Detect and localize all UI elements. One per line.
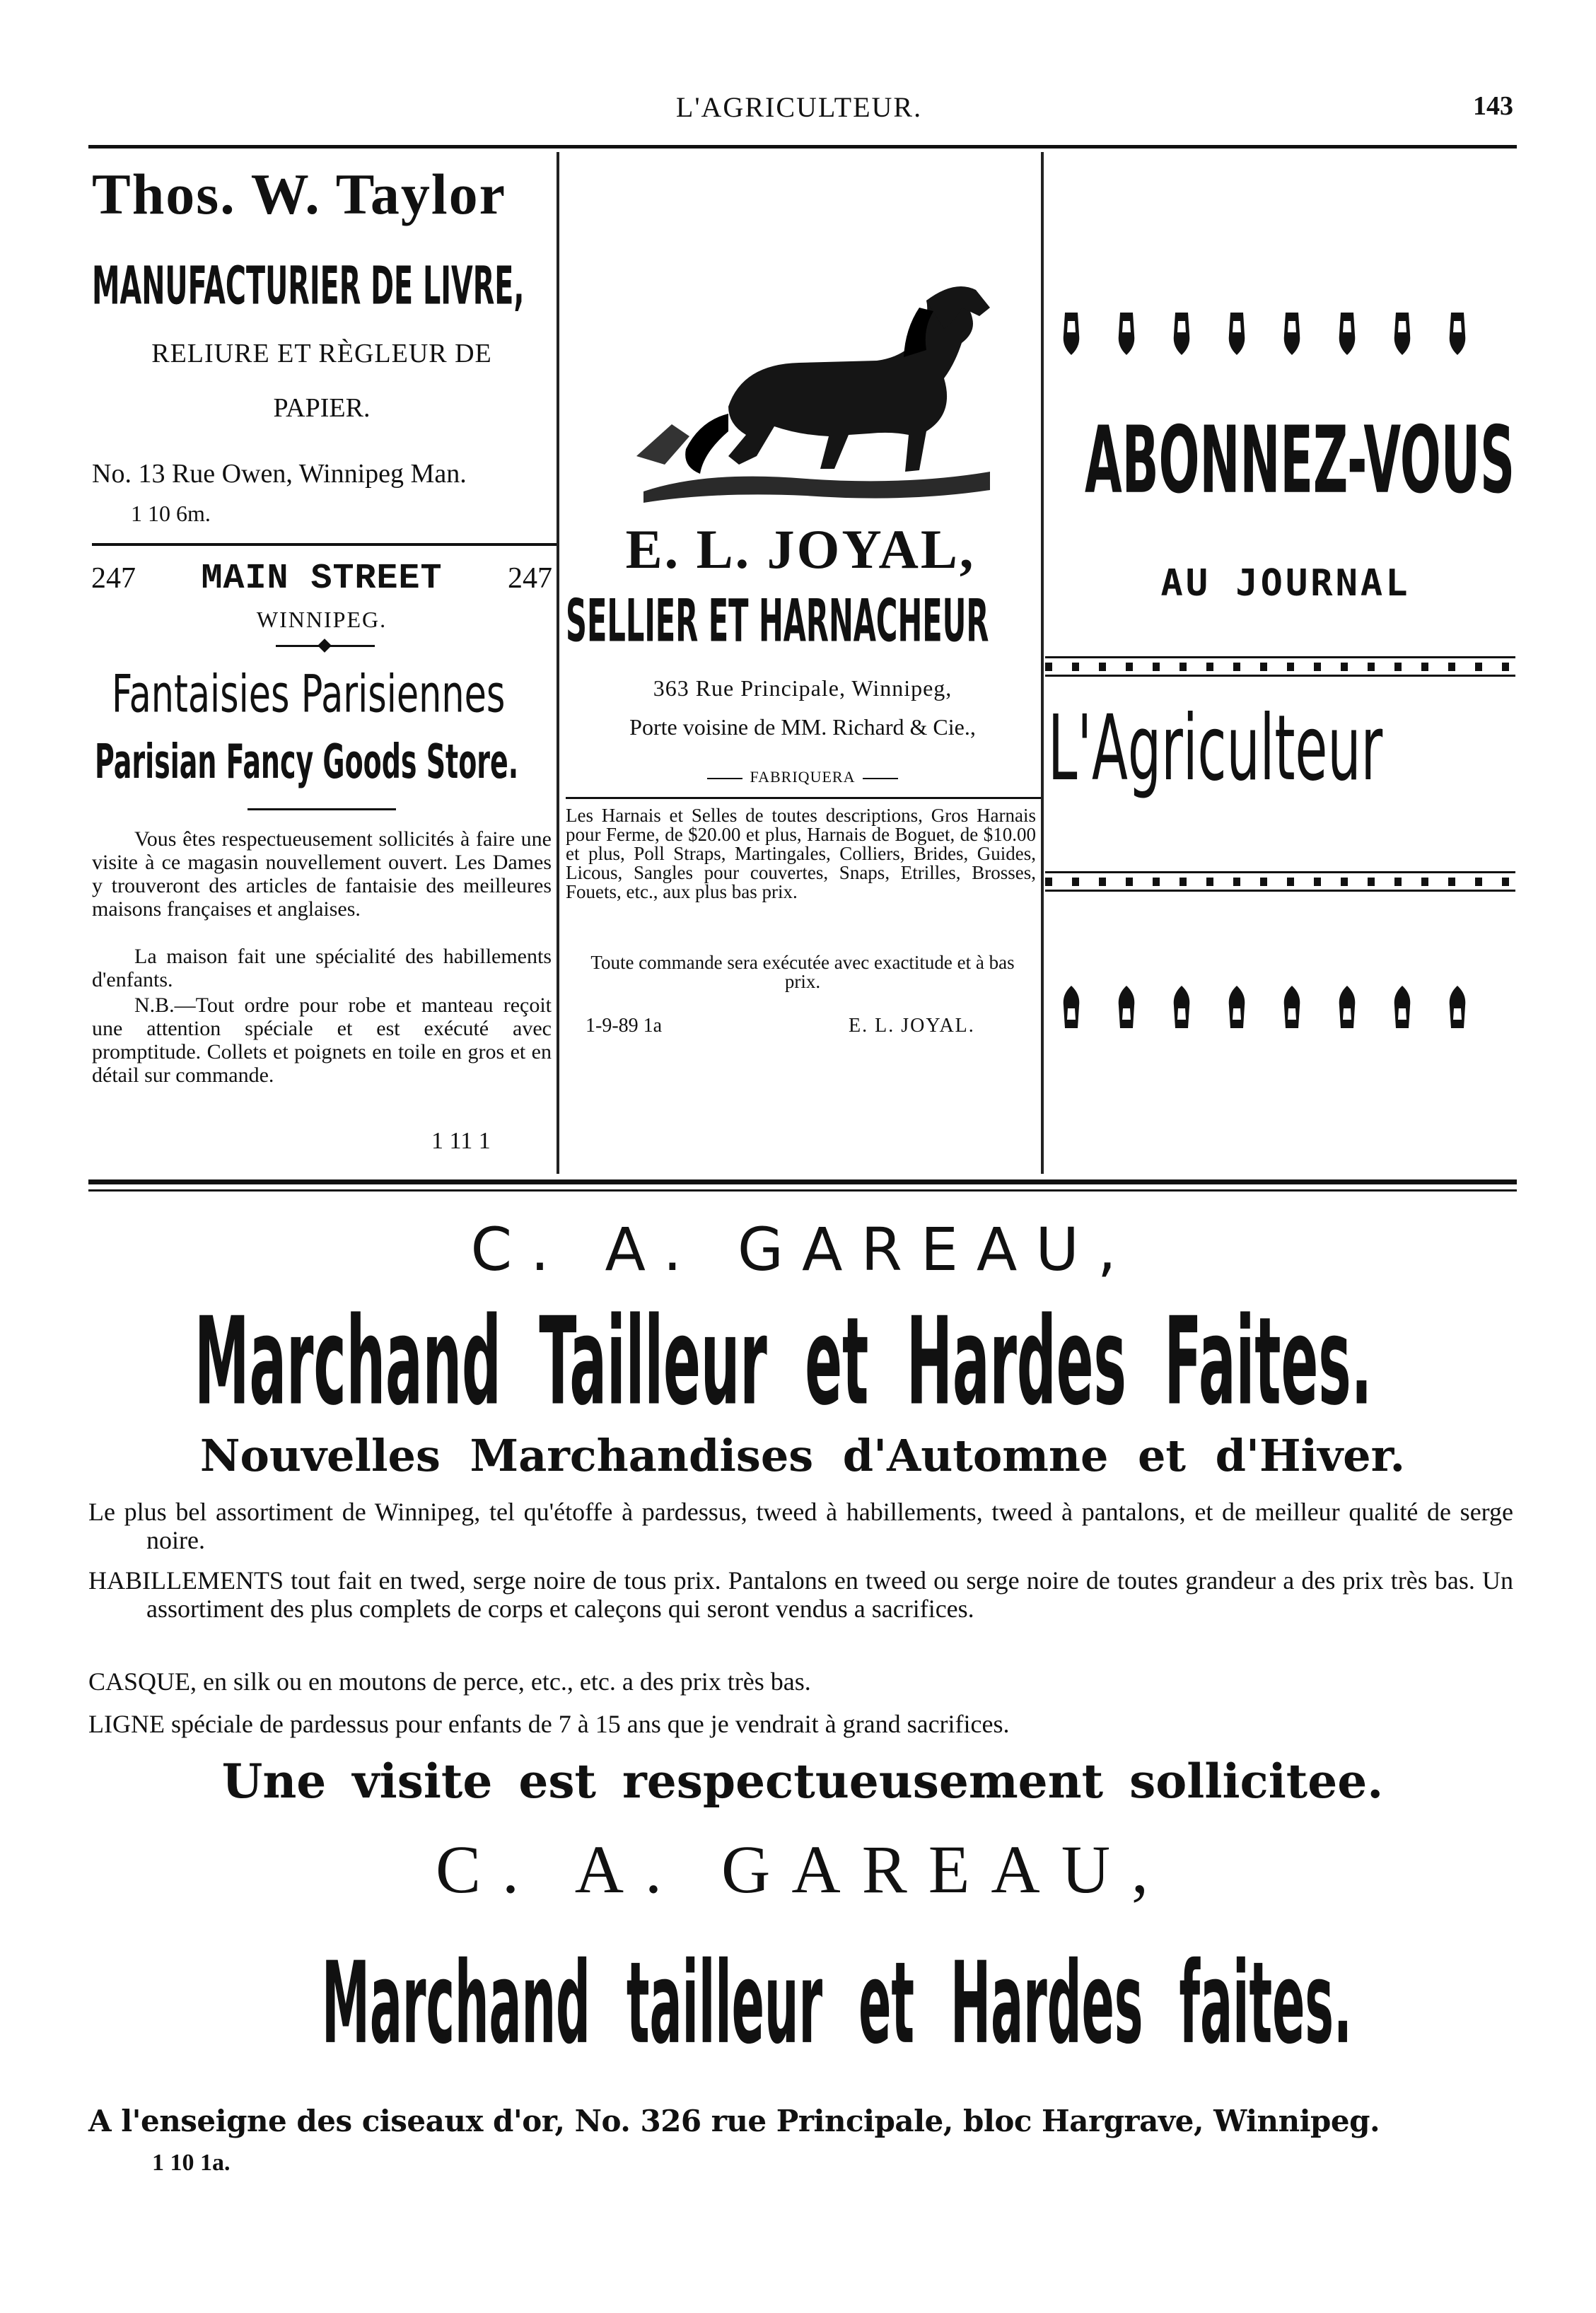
pointing-hand-icon	[1055, 984, 1088, 1030]
section-divider-thin	[88, 1189, 1517, 1192]
gareau-p4	[88, 1710, 1513, 1738]
fancy-street-line	[88, 559, 555, 601]
taylor-line3: PAPIER.	[273, 393, 371, 423]
gareau-title2: Marchand tailleur et Hardes faites.	[322, 1938, 1352, 2069]
subscribe-line2: AU JOURNAL	[1160, 562, 1411, 605]
fancy-ornament	[276, 641, 375, 651]
taylor-line1-box	[92, 255, 552, 311]
taylor-address: No. 13 Rue Owen, Winnipeg Man.	[92, 459, 467, 489]
gareau-p4-text: spéciale de pardessus pour enfants de 7 à 15 ans que je vendrait à grand sacrifices.	[170, 1710, 1010, 1738]
subscribe-border-top	[1045, 656, 1515, 677]
fancy-title-box	[92, 663, 552, 727]
fancy-subtitle-box	[92, 735, 552, 792]
gareau-code: 1 10 1a.	[152, 2150, 231, 2176]
header-rule	[88, 145, 1517, 148]
taylor-code: 1 10 6m.	[131, 501, 211, 526]
joyal-neighbor: Porte voisine de MM. Richard & Cie.,	[629, 714, 976, 740]
taylor-bottom-rule	[92, 543, 557, 546]
pointing-hand-icon	[1276, 311, 1308, 356]
hand-row-bottom	[1045, 984, 1526, 1041]
joyal-fabrique: FABRIQUERA	[750, 768, 856, 786]
gareau-p3	[88, 1667, 1513, 1696]
pointing-hand-icon	[1386, 984, 1419, 1030]
gareau-p3-lead: CASQUE,	[88, 1667, 197, 1696]
gareau-address: A l'enseigne des ciseaux d'or, No. 326 rue Principale, bloc Hargrave, Winnipeg.	[88, 2104, 1380, 2138]
gareau-subtitle: Nouvelles Marchandises d'Automne et d'Hiver.	[199, 1430, 1406, 1481]
joyal-name: E. L. JOYAL,	[625, 518, 976, 580]
fancy-city: WINNIPEG.	[256, 607, 388, 632]
fancy-short-rule	[247, 808, 396, 810]
fancy-num-right: 247	[508, 562, 552, 595]
pointing-hand-icon	[1221, 311, 1253, 356]
joyal-fabrique-line	[707, 764, 898, 792]
joyal-products: Les Harnais et Selles de toutes descriptions, Gros Harnais pour Ferme, de $20.00 et plus, Harnais de Boguet, de $10.00 et plus, Poll Straps, Martingales, Colliers, Brides, Guides, Licous, Sangles pour couvertes, Snaps, Etrilles, Brosses, Fouets, etc., aux plus bas prix.	[566, 805, 1036, 902]
taylor-line1: MANUFACTURIER DE LIVRE,	[92, 255, 525, 311]
gareau-name-bottom: C. A. GAREAU,	[435, 1831, 1170, 1907]
joyal-address: 363 Rue Principale, Winnipeg,	[653, 675, 953, 701]
gareau-title1: Marchand Tailleur et Hardes Faites.	[194, 1290, 1373, 1432]
pointing-hand-icon	[1221, 984, 1253, 1030]
joyal-trade: SELLIER ET HARNACHEUR	[566, 587, 989, 654]
fancy-num-left: 247	[91, 562, 136, 595]
pointing-hand-icon	[1110, 311, 1143, 356]
fancy-title: Fantaisies Parisiennes	[112, 663, 506, 725]
pointing-hand-icon	[1386, 311, 1419, 356]
gareau-p1: Le plus bel assortiment de Winnipeg, tel qu'étoffe à pardessus, tweed à habillements, tweed à pantalons, et de meilleur qualité de serge noire.	[88, 1498, 1513, 1554]
joyal-rule	[566, 797, 1041, 799]
pointing-hand-icon	[1441, 984, 1474, 1030]
gareau-p3-text: en silk ou en moutons de perce, etc., etc. a des prix très bas.	[203, 1667, 811, 1696]
fancy-para2: La maison fait une spécialité des habillements d'enfants.	[92, 945, 552, 991]
joyal-trade-box	[566, 587, 1039, 654]
taylor-line2: RELIURE ET RÈGLEUR DE	[151, 339, 492, 368]
pointing-hand-icon	[1165, 984, 1198, 1030]
fancy-para1: Vous êtes respectueusement sollicités à faire une visite à ce magasin nouvellement ouvert. Les Dames y trouveront des articles de fantaisie des meilleures maisons françaises et anglaises.	[92, 827, 552, 921]
subscribe-line3: L'Agriculteur	[1048, 697, 1383, 802]
pointing-hand-icon	[1165, 311, 1198, 356]
joyal-code: 1-9-89 1a	[586, 1015, 663, 1037]
gareau-p2-lead: HABILLEMENTS	[88, 1566, 284, 1595]
horse-illustration	[622, 279, 1004, 506]
fancy-street: MAIN STREET	[201, 559, 443, 599]
gareau-p4-lead: LIGNE	[88, 1710, 165, 1738]
hand-row-top	[1045, 311, 1526, 368]
joyal-order-note: Toute commande sera exécutée avec exactitude et à bas prix.	[590, 952, 1015, 992]
gareau-title1-box	[88, 1290, 1517, 1432]
fancy-para3: N.B.—Tout ordre pour robe et manteau reçoit une attention spéciale et est exécuté avec promptitude. Collets et poignets en toile en gros et en détail sur commande.	[92, 994, 552, 1087]
page-number: 143	[1473, 91, 1513, 121]
pointing-hand-icon	[1055, 311, 1088, 356]
pointing-hand-icon	[1441, 311, 1474, 356]
pointing-hand-icon	[1331, 311, 1363, 356]
subscribe-line1: ABONNEZ-VOUS	[1085, 407, 1515, 506]
taylor-name: Thos. W. Taylor	[92, 162, 507, 226]
column-divider-right	[1041, 152, 1044, 1174]
gareau-visit: Une visite est respectueusement sollicitee.	[221, 1754, 1384, 1809]
gareau-p2-text: tout fait en twed, serge noire de tous prix. Pantalons en tweed ou serge noire de toutes grandeur a des prix très bas. Un assortiment des plus complets de corps et caleçons qui seront vendus a sacrifices.	[146, 1566, 1514, 1623]
subscribe-line3-box	[1047, 697, 1520, 810]
column-divider-left	[557, 152, 559, 1174]
section-divider-thick	[88, 1179, 1517, 1184]
fancy-code: 1 11 1	[431, 1128, 491, 1154]
subscribe-border-bottom	[1045, 871, 1515, 892]
gareau-p2	[88, 1566, 1513, 1623]
gareau-name-top: C. A. GAREAU,	[470, 1215, 1135, 1284]
fancy-subtitle: Parisian Fancy Goods Store.	[95, 735, 519, 790]
running-title: L'AGRICULTEUR.	[675, 91, 923, 123]
pointing-hand-icon	[1331, 984, 1363, 1030]
pointing-hand-icon	[1276, 984, 1308, 1030]
pointing-hand-icon	[1110, 984, 1143, 1030]
gareau-title2-box	[88, 1938, 1517, 2079]
joyal-signature: E. L. JOYAL.	[849, 1015, 975, 1037]
subscribe-line1-box	[1047, 407, 1520, 506]
